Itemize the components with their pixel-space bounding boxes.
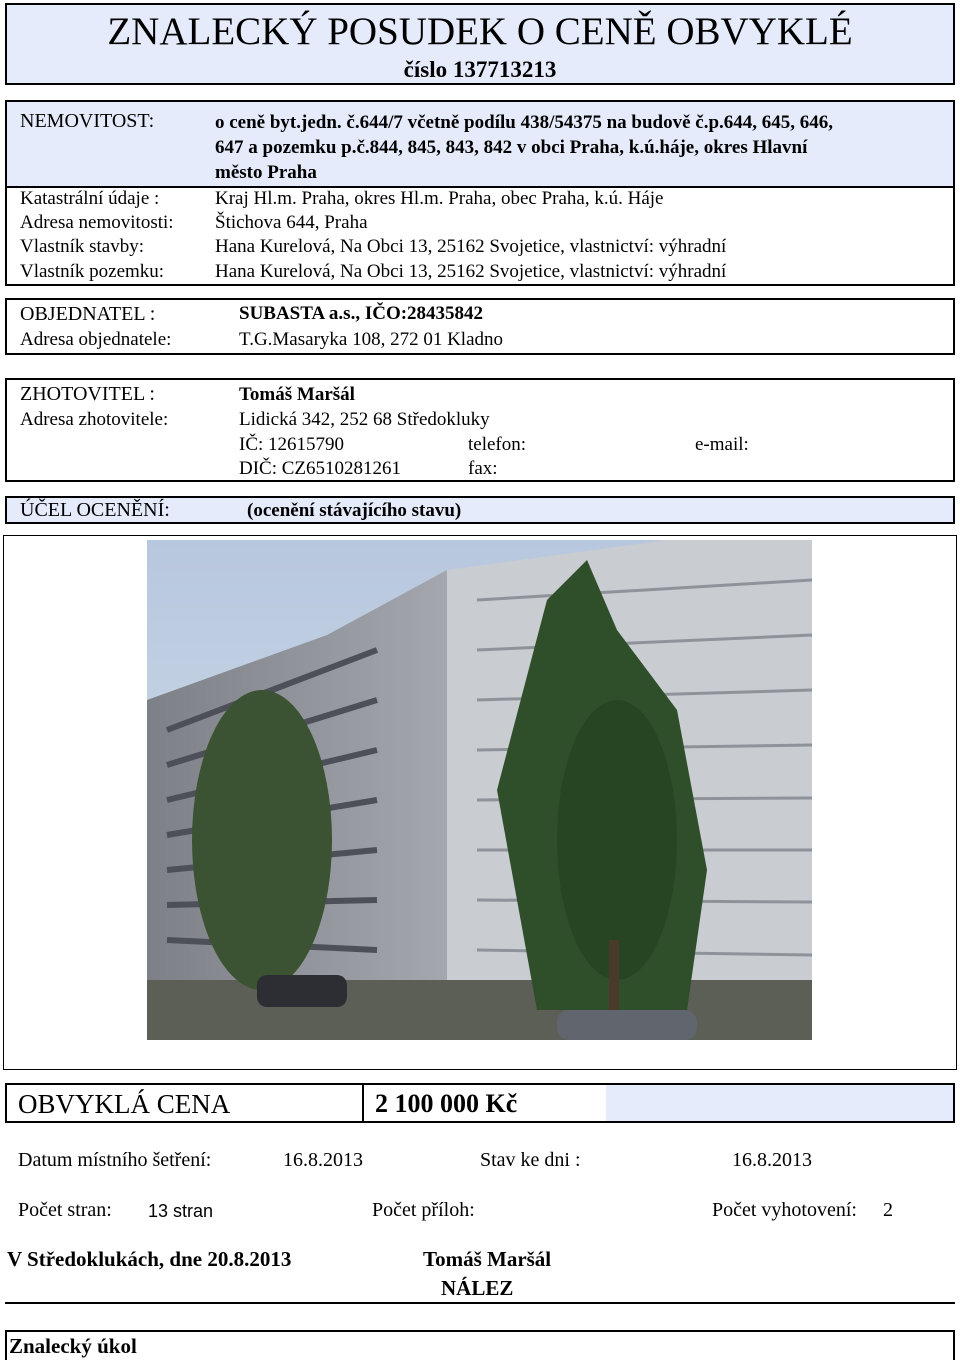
address-value: Štichova 644, Praha <box>215 212 368 233</box>
property-label: NEMOVITOST: <box>20 110 155 132</box>
property-details-box <box>5 186 955 286</box>
client-address-value: T.G.Masaryka 108, 272 01 Kladno <box>239 329 504 350</box>
contractor-email-label: e-mail: <box>695 434 749 455</box>
signature-name: Tomáš Maršál <box>423 1247 552 1271</box>
property-desc-line2: 647 a pozemku p.č.844, 845, 843, 842 v obci Praha, k.ú.háje, okres Hlavní <box>215 137 808 158</box>
building-owner-label: Vlastník stavby: <box>20 236 145 257</box>
state-date-label: Stav ke dni : <box>480 1149 581 1171</box>
tree-left <box>192 690 332 990</box>
tree-trunk <box>609 940 619 1020</box>
price-spacer <box>606 1085 953 1121</box>
inspection-date-value: 16.8.2013 <box>283 1149 363 1171</box>
price-box <box>5 1083 955 1123</box>
property-desc-line3: město Praha <box>215 162 317 183</box>
land-owner-value: Hana Kurelová, Na Obci 13, 25162 Svojetice, vlastnictví: výhradní <box>215 261 727 282</box>
tree-center-shadow <box>557 700 677 980</box>
pages-label: Počet stran: <box>18 1199 112 1221</box>
contractor-phone-label: telefon: <box>468 434 527 455</box>
contractor-label: ZHOTOVITEL : <box>20 383 155 405</box>
purpose-value: (ocenění stávajícího stavu) <box>247 500 462 521</box>
pages-value: 13 stran <box>148 1201 214 1221</box>
client-box <box>5 298 955 355</box>
attachments-label: Počet příloh: <box>372 1199 475 1221</box>
task-title: Znalecký úkol <box>9 1334 137 1358</box>
state-date-value: 16.8.2013 <box>732 1149 812 1171</box>
client-name: SUBASTA a.s., IČO:28435842 <box>239 303 484 324</box>
document-number: číslo 137713213 <box>403 57 557 82</box>
building-photo <box>147 540 812 1040</box>
car-right <box>557 1010 697 1040</box>
building-owner-value: Hana Kurelová, Na Obci 13, 25162 Svojetice, vlastnictví: výhradní <box>215 236 727 257</box>
address-label: Adresa nemovitosti: <box>20 212 174 233</box>
purpose-label: ÚČEL OCENĚNÍ: <box>20 499 170 521</box>
finding-title: NÁLEZ <box>441 1276 514 1300</box>
header-box <box>5 3 955 85</box>
price-label: OBVYKLÁ CENA <box>18 1089 231 1119</box>
car-left <box>257 975 347 1007</box>
task-box <box>5 1330 955 1360</box>
ground <box>147 980 812 1040</box>
contractor-name: Tomáš Maršál <box>239 384 355 405</box>
price-value: 2 100 000 Kč <box>375 1089 518 1118</box>
cadastral-value: Kraj Hl.m. Praha, okres Hl.m. Praha, obec Praha, k.ú. Háje <box>215 188 664 209</box>
contractor-address-label: Adresa zhotovitele: <box>20 409 169 430</box>
contractor-box <box>5 378 955 482</box>
land-owner-label: Vlastník pozemku: <box>20 261 165 282</box>
contractor-address-value: Lidická 342, 252 68 Středokluky <box>239 409 490 430</box>
property-desc-line1: o ceně byt.jedn. č.644/7 včetně podílu 438/54375 na budově č.p.644, 645, 646, <box>215 112 834 133</box>
contractor-dic: DIČ: CZ6510281261 <box>239 458 402 479</box>
client-address-label: Adresa objednatele: <box>20 329 172 350</box>
fax-underline <box>239 481 695 482</box>
finding-rule <box>5 1302 955 1304</box>
property-box <box>5 100 955 188</box>
contractor-fax-label: fax: <box>468 458 498 479</box>
document-title: ZNALECKÝ POSUDEK O CENĚ OBVYKLÉ <box>107 10 853 53</box>
contractor-ic: IČ: 12615790 <box>239 434 345 455</box>
place-date: V Středoklukách, dne 20.8.2013 <box>7 1247 292 1271</box>
purpose-box <box>5 496 955 524</box>
copies-label: Počet vyhotovení: <box>712 1199 857 1221</box>
inspection-date-label: Datum místního šetření: <box>18 1149 212 1171</box>
copies-value: 2 <box>883 1199 893 1221</box>
client-label: OBJEDNATEL : <box>20 303 156 325</box>
cadastral-label: Katastrální údaje : <box>20 188 160 209</box>
